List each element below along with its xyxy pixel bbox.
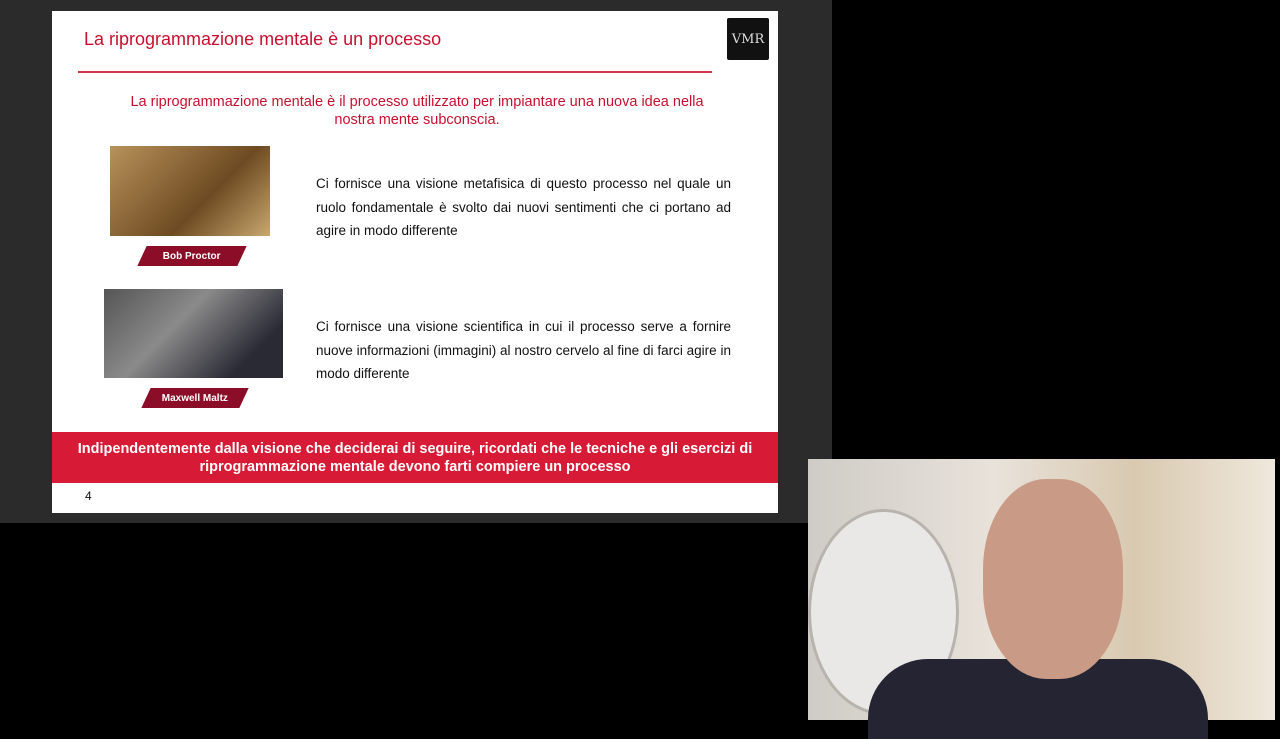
webcam-feed xyxy=(808,459,1275,720)
page-number: 4 xyxy=(85,489,92,503)
vmr-logo: VMR xyxy=(727,18,769,60)
bob-proctor-photo xyxy=(110,146,270,236)
maxwell-maltz-photo xyxy=(104,289,283,378)
description: Ci fornisce una visione metafisica di questo processo nel quale un ruolo fondamentale è svolto dai nuovi sentimenti che ci portano ad agire in modo differente xyxy=(316,176,731,238)
screen-share xyxy=(0,0,832,523)
highlight-banner xyxy=(52,432,778,483)
name-tag xyxy=(141,388,248,408)
intro-text: La riprogrammazione mentale è il processo utilizzato per impiantare una nuova idea nella nostra mente subconscia. xyxy=(130,94,704,128)
slide-title: La riprogrammazione mentale è un processo xyxy=(84,29,442,49)
name-label: Maxwell Maltz xyxy=(161,392,229,404)
presentation-slide xyxy=(52,11,778,513)
description: Ci fornisce una visione scientifica in cui il processo serve a fornire nuove informazioni (immagini) al nostro cervelo al fine di farci agire in modo differente xyxy=(316,319,731,381)
presenter-head xyxy=(983,479,1123,679)
name-label: Bob Proctor xyxy=(163,250,221,262)
title-divider xyxy=(78,71,712,73)
name-tag xyxy=(137,246,246,266)
banner-text: Indipendentemente dalla visione che deciderai di seguire, ricordati che le tecniche e gli esercizi di riprogrammazione mentale devono farti compiere un processo xyxy=(77,440,753,475)
